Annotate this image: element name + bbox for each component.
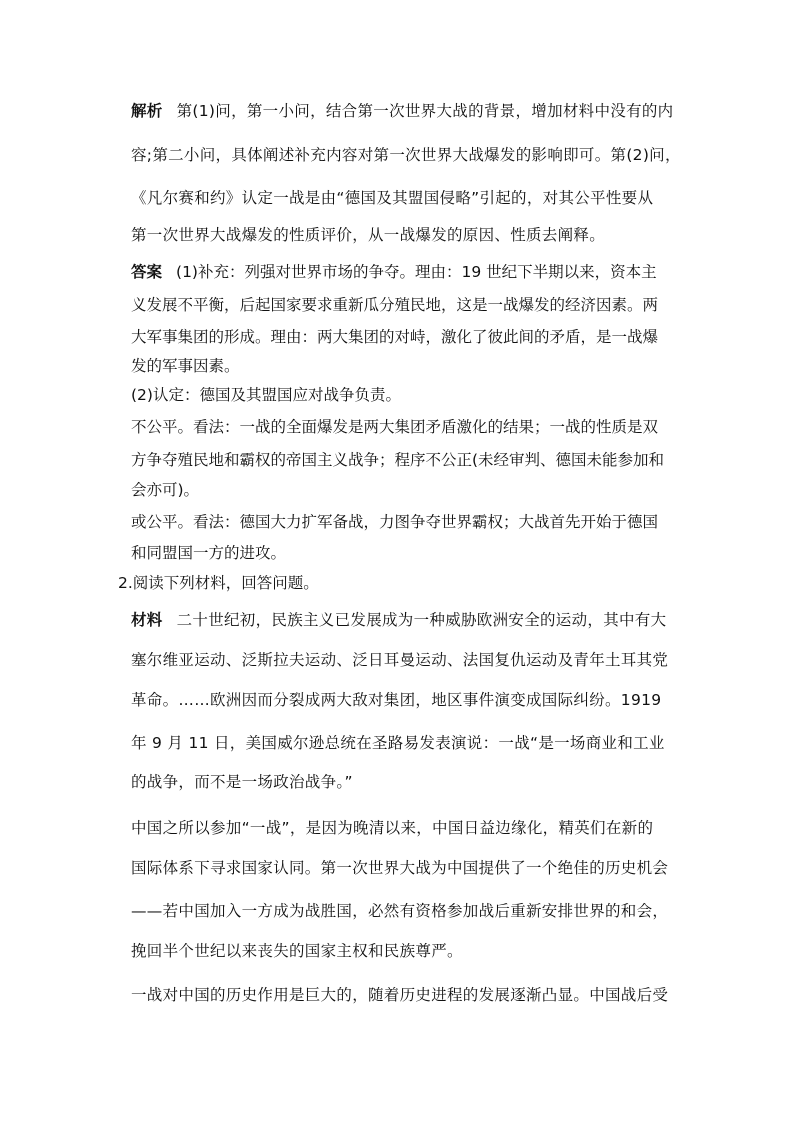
analysis-line-4: 第一次世界大战爆发的性质评价，从一战爆发的原因、性质去阐释。: [131, 226, 606, 244]
answer-line-3: 大军事集团的形成。理由：两大集团的对峙，激化了彼此间的矛盾，是一战爆: [131, 328, 659, 346]
answer-line-7: 方争夺殖民地和霸权的帝国主义战争；程序不公正(未经审判、德国未能参加和: [131, 451, 665, 469]
material-line-4: 年 9 月 11 日，美国威尔逊总统在圣路易发表演说：一战“是一场商业和工业: [131, 734, 665, 752]
material-line-10: 一战对中国的历史作用是巨大的，随着历史进程的发展逐渐凸显。中国战后受: [131, 986, 669, 1004]
answer-line-1: [131, 262, 657, 282]
answer-line-4: 发的军事因素。: [131, 357, 240, 375]
analysis-label: 解析: [131, 102, 163, 120]
material-line-7: 国际体系下寻求国家认同。第一次世界大战为中国提供了一个绝佳的历史机会: [131, 859, 669, 877]
material-line-9: 挽回半个世纪以来丧失的国家主权和民族尊严。: [131, 942, 463, 960]
answer-line-6: 不公平。看法：一战的全面爆发是两大集团矛盾激化的结果；一战的性质是双: [131, 418, 659, 436]
answer-line-8: 会亦可)。: [131, 481, 200, 499]
material-line-6: 中国之所以参加“一战”，是因为晚清以来，中国日益边缘化，精英们在新的: [131, 819, 654, 837]
question-number: 2.: [118, 574, 133, 592]
answer-label: 答案: [131, 263, 163, 281]
material-label: 材料: [131, 611, 163, 629]
question-prompt: 阅读下列材料，回答问题。: [132, 574, 319, 592]
material-line-1: [131, 610, 666, 630]
material-line-3: 革命。……欧洲因而分裂成两大敌对集团，地区事件演变成国际纠纷。1919: [131, 691, 662, 709]
question-2: [118, 573, 319, 593]
analysis-text: 第(1)问，第一小问，结合第一次世界大战的背景，增加材料中没有的内: [176, 102, 674, 120]
analysis-line-2: 容;第二小问，具体阐述补充内容对第一次世界大战爆发的影响即可。第(2)问，: [131, 146, 681, 164]
answer-line-10: 和同盟国一方的进攻。: [131, 544, 287, 562]
analysis-line-1: [131, 101, 673, 121]
analysis-line-3: 《凡尔赛和约》认定一战是由“德国及其盟国侵略”引起的，对其公平性要从: [131, 189, 654, 207]
material-line-5: 的战争，而不是一场政治战争。”: [131, 773, 353, 791]
material-line-2: 塞尔维亚运动、泛斯拉夫运动、泛日耳曼运动、法国复仇运动及青年土耳其党: [131, 651, 669, 669]
material-text: 二十世纪初，民族主义已发展成为一种威胁欧洲安全的运动，其中有大: [176, 611, 667, 629]
answer-text: (1)补充：列强对世界市场的争夺。理由：19 世纪下半期以来，资本主: [176, 263, 657, 281]
answer-line-5: (2)认定：德国及其盟国应对战争负责。: [131, 386, 401, 404]
material-line-8: ——若中国加入一方成为战胜国，必然有资格参加战后重新安排世界的和会，: [131, 902, 669, 920]
answer-line-2: 义发展不平衡，后起国家要求重新瓜分殖民地，这是一战爆发的经济因素。两: [131, 296, 659, 314]
answer-line-9: 或公平。看法：德国大力扩军备战，力图争夺世界霸权；大战首先开始于德国: [131, 513, 659, 531]
